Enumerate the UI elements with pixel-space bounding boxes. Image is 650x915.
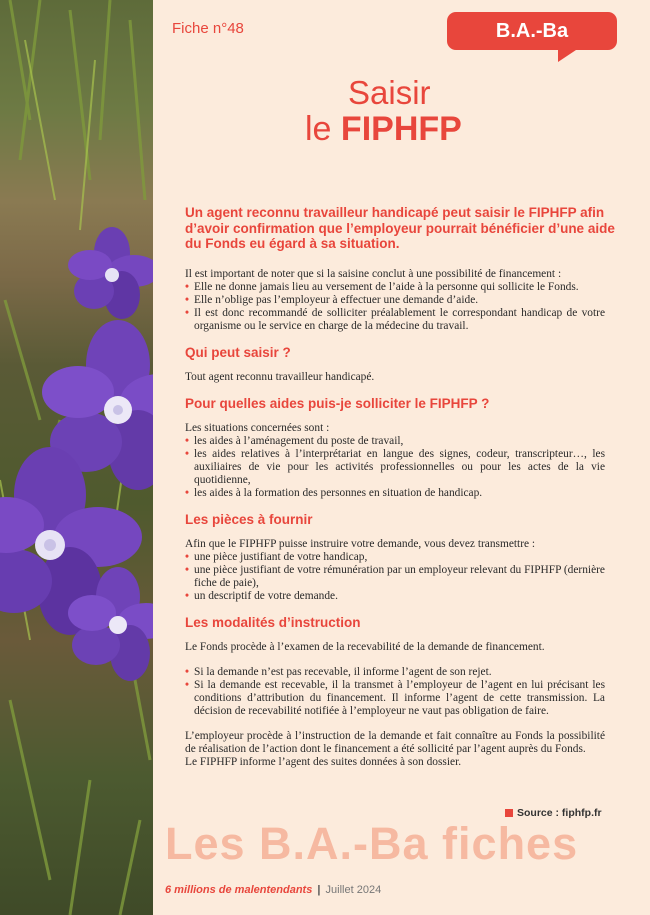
section3-list: [185, 551, 605, 603]
section4-paragraph2: Le FIPHFP informe l’agent des suites données à son dossier.: [185, 756, 462, 768]
footer-separator: |: [317, 884, 321, 896]
section-heading: Les modalités d’instruction: [185, 615, 361, 630]
flower-illustration: [0, 0, 153, 915]
publication-name: 6 millions de malentendants: [165, 884, 313, 896]
fiche-number: Fiche n°48: [172, 20, 244, 37]
intro-text: Un agent reconnu travailleur handicapé peut saisir le FIPHFP afin d’avoir confirmation que l’employeur pourrait bénéficier d’une aide du Fonds eu égard à sa situation.: [185, 205, 615, 251]
flower-photo: [0, 0, 153, 915]
section2-list: [185, 435, 605, 500]
page-title-line1: Saisir: [348, 74, 431, 111]
spacer: [185, 718, 605, 730]
spacer: [185, 654, 605, 666]
section2-lead: Les situations concernées sont :: [185, 422, 330, 434]
badge-tail: [558, 46, 582, 62]
footer-big-title: Les B.A.-Ba fiches: [165, 818, 579, 869]
badge-baba: B.A.-Ba: [447, 12, 617, 50]
list-item: • Si la demande est recevable, il la transmet à l’employeur de l’agent en lui précisant les conditions d’attribution du financement. Il informe l’agent de cette transmission. La décision de recevabilité notifiée à l’employeur ne vaut pas obligation de faire.: [185, 679, 605, 718]
list-item: • Elle n’oblige pas l’employeur à effectuer une demande d’aide.: [185, 294, 605, 307]
source-text: Source : fiphfp.fr: [517, 807, 602, 819]
list-item: • les aides à l’aménagement du poste de travail,: [185, 435, 605, 448]
section4-lead: Le Fonds procède à l’examen de la recevabilité de la demande de financement.: [185, 641, 545, 653]
list-item: • Si la demande n’est pas recevable, il informe l’agent de son rejet.: [185, 666, 605, 679]
list-item: • une pièce justifiant de votre rémunération par un employeur relevant du FIPHFP (dernière fiche de paie),: [185, 564, 605, 590]
publication-date: Juillet 2024: [325, 884, 382, 896]
section-heading: Qui peut saisir ?: [185, 345, 291, 360]
list-item: • une pièce justifiant de votre handicap,: [185, 551, 605, 564]
list-item: • un descriptif de votre demande.: [185, 590, 605, 603]
list-item: • les aides relatives à l’interprétariat en langue des signes, codeur, transcripteur…, les auxiliaires de vie pour les activités professionnelles ou pour les actes de la vie quotidienne,: [185, 448, 605, 487]
section1-text: Tout agent reconnu travailleur handicapé.: [185, 371, 375, 383]
title-bold: FIPHFP: [340, 110, 462, 148]
list-item: • Elle ne donne jamais lieu au versement de l’aide à la personne qui sollicite le Fonds.: [185, 281, 605, 294]
list-item: • les aides à la formation des personnes en situation de handicap.: [185, 487, 605, 500]
page-title-line2: [305, 110, 462, 149]
section4-list: [185, 666, 605, 718]
section0-list: [185, 281, 605, 333]
section4-paragraph1: L’employeur procède à l’instruction de la demande et fait connaître au Fonds la possibilité de réalisation de l’action dont le financement a été sollicité par l’agent auprès du Fonds.: [185, 730, 605, 755]
title-prefix: le: [305, 110, 332, 148]
section3-lead: Afin que le FIPHFP puisse instruire votre demande, vous devez transmettre :: [185, 538, 536, 550]
section0-lead: Il est important de noter que si la saisine conclut à une possibilité de financement :: [185, 268, 562, 280]
main-content: [185, 268, 605, 769]
section-heading: Pour quelles aides puis-je solliciter le FIPHFP ?: [185, 396, 490, 411]
footer-publication-line: [165, 884, 381, 896]
section-heading: Les pièces à fournir: [185, 512, 313, 527]
list-item: • Il est donc recommandé de solliciter préalablement le correspondant handicap de votre organisme ou le service en charge de la médecine du travail.: [185, 307, 605, 333]
square-bullet-icon: [505, 809, 513, 817]
